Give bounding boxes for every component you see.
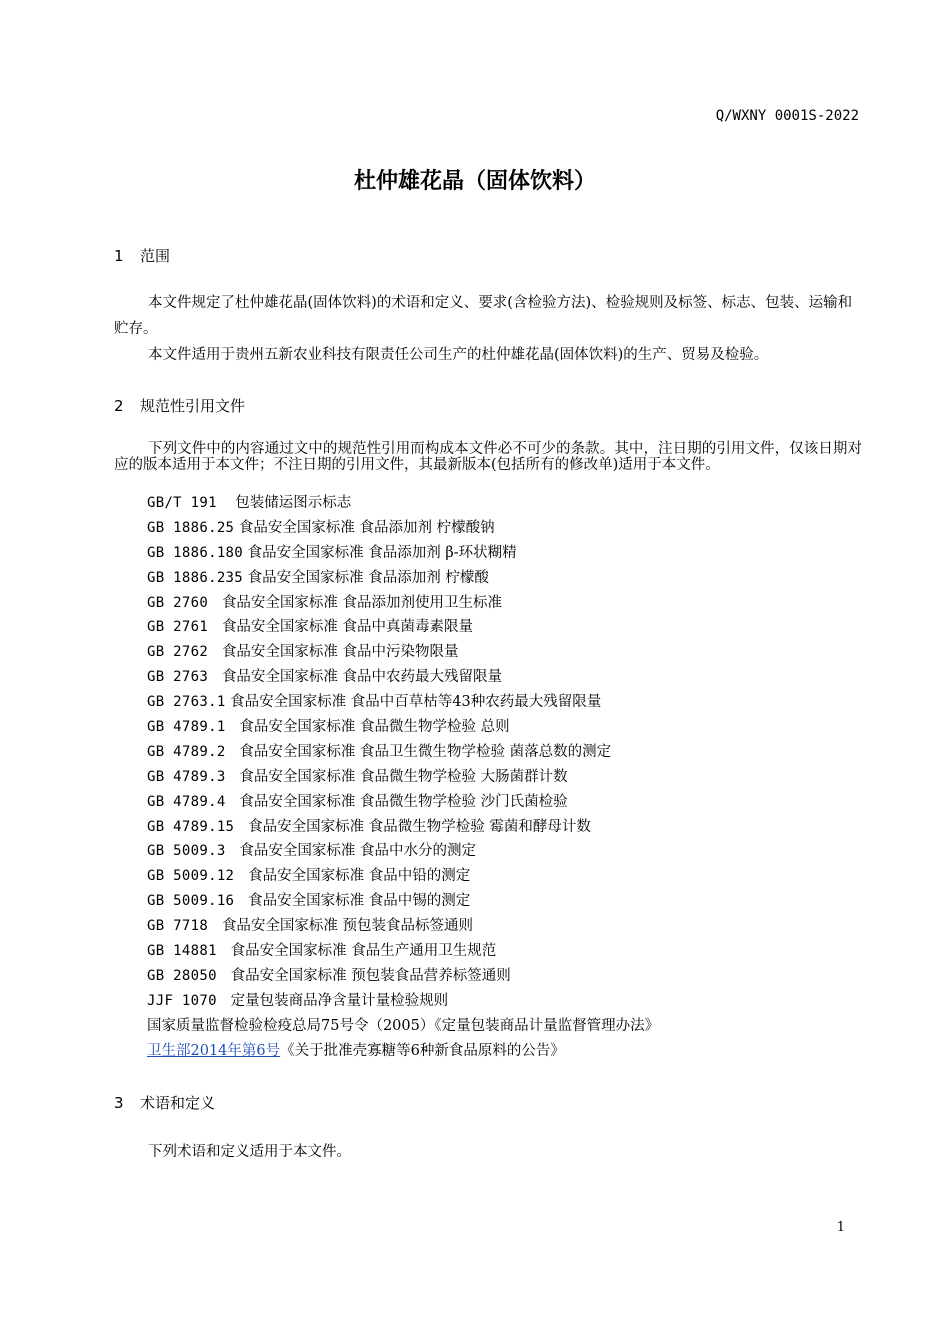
reference-item <box>147 665 659 690</box>
reference-title: 食品安全国家标准 食品微生物学检验 沙门氏菌检验 <box>239 793 568 810</box>
reference-code: GB 14881 <box>147 943 217 960</box>
reference-code: GB 2760 <box>147 594 209 611</box>
section-3-heading <box>114 1092 215 1113</box>
reference-title: 食品安全国家标准 食品添加剂 柠檬酸钠 <box>238 519 495 536</box>
reference-item <box>147 765 659 790</box>
reference-title: 食品安全国家标准 食品添加剂 β-环状糊精 <box>247 544 517 561</box>
reference-code: GB 1886.25 <box>147 519 235 536</box>
reference-item <box>147 989 659 1014</box>
reference-item <box>147 566 659 591</box>
reference-item <box>147 939 659 964</box>
reference-title: 食品安全国家标准 食品中锡的测定 <box>248 893 471 910</box>
document-code: Q/WXNY 0001S-2022 <box>715 108 859 124</box>
reference-code: GB 4789.2 <box>147 743 226 760</box>
reference-code: JJF 1070 <box>147 992 217 1009</box>
reference-code: GB/T 191 <box>147 495 217 511</box>
reference-title: 食品安全国家标准 食品微生物学检验 霉菌和酵母计数 <box>248 818 591 835</box>
reference-item <box>147 491 659 516</box>
normative-reference-list <box>147 491 659 1063</box>
reference-code: GB 5009.16 <box>147 893 235 910</box>
reference-item <box>147 591 659 616</box>
reference-title: 食品安全国家标准 预包装食品标签通则 <box>221 918 474 935</box>
reference-code: GB 4789.3 <box>147 768 226 785</box>
reference-code: GB 2761 <box>147 619 209 636</box>
reference-item <box>147 790 659 815</box>
scope-paragraph-1: 本文件规定了杜仲雄花晶(固体饮料)的术语和定义、要求(含检验方法)、检验规则及标签、标志、包装、运输和贮存。 <box>114 295 853 337</box>
reference-title: 食品安全国家标准 食品中污染物限量 <box>221 644 459 661</box>
reference-item <box>147 690 659 715</box>
terms-intro-paragraph: 下列术语和定义适用于本文件。 <box>148 1144 351 1160</box>
reference-title: 食品安全国家标准 食品微生物学检验 总则 <box>239 719 510 736</box>
reference-order-text: 国家质量监督检验检疫总局75号令（2005）《定量包装商品计量监督管理办法》 <box>147 1017 660 1034</box>
reference-item <box>147 516 659 541</box>
reference-code: GB 7718 <box>147 918 209 935</box>
section-title: 规范性引用文件 <box>140 397 246 415</box>
section-number: 3 <box>114 1094 124 1112</box>
section-number: 1 <box>114 247 124 265</box>
reference-title: 食品安全国家标准 预包装食品营养标签通则 <box>230 967 511 984</box>
page-number: 1 <box>836 1220 845 1235</box>
reference-code: GB 4789.15 <box>147 818 235 835</box>
references-intro-paragraph: 下列文件中的内容通过文中的规范性引用而构成本文件必不可少的条款。其中，注日期的引用文件，仅该日期对应的版本适用于本文件；不注日期的引用文件，其最新版本(包括所有的修改单)适用于本文件。 <box>114 441 862 473</box>
reference-item <box>147 615 659 640</box>
reference-item <box>147 1039 659 1064</box>
reference-item <box>147 964 659 989</box>
reference-title: 定量包装商品净含量计量检验规则 <box>230 992 449 1009</box>
reference-title: 食品安全国家标准 食品中百草枯等43种农药最大残留限量 <box>230 694 602 711</box>
reference-item <box>147 889 659 914</box>
reference-item <box>147 839 659 864</box>
reference-code: GB 2762 <box>147 644 209 661</box>
reference-code: GB 1886.180 <box>147 544 244 561</box>
reference-item <box>147 640 659 665</box>
reference-item <box>147 914 659 939</box>
reference-code: GB 1886.235 <box>147 569 244 586</box>
reference-title: 食品安全国家标准 食品生产通用卫生规范 <box>230 943 497 960</box>
reference-title: 包装储运图示标志 <box>235 495 352 511</box>
reference-item <box>147 715 659 740</box>
section-number: 2 <box>114 397 124 415</box>
reference-item <box>147 815 659 840</box>
reference-item <box>147 740 659 765</box>
reference-code: GB 5009.3 <box>147 843 226 860</box>
reference-item <box>147 1014 659 1039</box>
reference-link-suffix: 《关于批准壳寡糖等6种新食品原料的公告》 <box>280 1042 565 1059</box>
reference-title: 食品安全国家标准 食品微生物学检验 大肠菌群计数 <box>239 768 568 785</box>
reference-title: 食品安全国家标准 食品中真菌毒素限量 <box>221 619 474 636</box>
reference-title: 食品安全国家标准 食品卫生微生物学检验 菌落总数的测定 <box>239 743 612 760</box>
reference-link[interactable]: 卫生部2014年第6号 <box>147 1042 281 1059</box>
reference-title: 食品安全国家标准 食品中农药最大残留限量 <box>221 669 503 686</box>
section-title: 范围 <box>140 247 171 265</box>
reference-title: 食品安全国家标准 食品添加剂使用卫生标准 <box>221 594 503 611</box>
reference-title: 食品安全国家标准 食品中水分的测定 <box>239 843 476 860</box>
reference-item <box>147 864 659 889</box>
reference-code: GB 2763.1 <box>147 694 226 711</box>
section-title: 术语和定义 <box>140 1094 216 1112</box>
reference-code: GB 4789.1 <box>147 719 226 736</box>
section-1-heading <box>114 245 170 266</box>
reference-code: GB 28050 <box>147 967 217 984</box>
reference-item <box>147 541 659 566</box>
scope-paragraph-2: 本文件适用于贵州五新农业科技有限责任公司生产的杜仲雄花晶(固体饮料)的生产、贸易及检验。 <box>148 347 769 363</box>
reference-title: 食品安全国家标准 食品添加剂 柠檬酸 <box>247 569 489 586</box>
section-2-heading <box>114 395 245 416</box>
reference-code: GB 5009.12 <box>147 868 235 885</box>
document-title: 杜仲雄花晶（固体饮料） <box>353 169 596 194</box>
reference-title: 食品安全国家标准 食品中铅的测定 <box>248 868 471 885</box>
reference-code: GB 2763 <box>147 669 209 686</box>
reference-code: GB 4789.4 <box>147 793 226 810</box>
